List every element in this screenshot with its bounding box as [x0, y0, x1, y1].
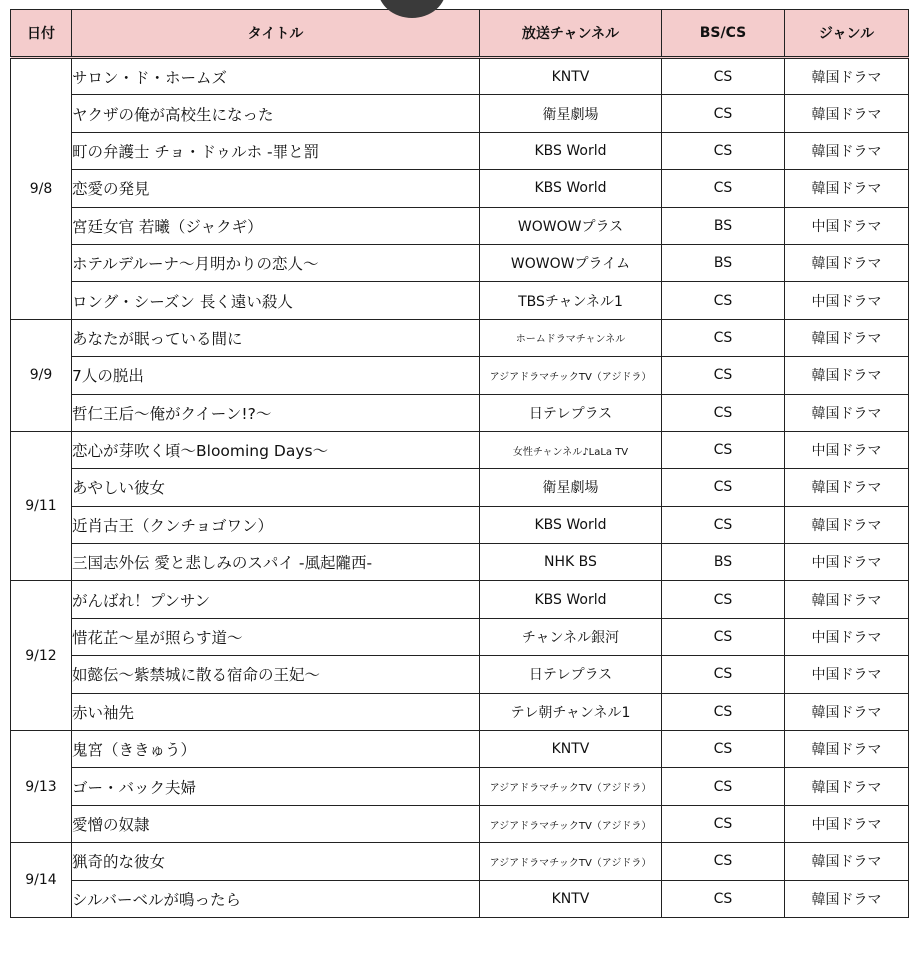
genre-cell: 韓国ドラマ — [785, 843, 909, 880]
channel-cell: 衛星劇場 — [480, 95, 662, 132]
genre-cell: 韓国ドラマ — [785, 731, 909, 768]
date-cell: 9/14 — [11, 843, 72, 918]
table-body — [11, 58, 909, 918]
table-row — [11, 656, 909, 693]
bs-cs-cell: CS — [662, 394, 785, 431]
title-cell: 鬼宮（ききゅう） — [72, 731, 480, 768]
genre-cell: 韓国ドラマ — [785, 506, 909, 543]
genre-cell: 中国ドラマ — [785, 431, 909, 468]
genre-cell: 韓国ドラマ — [785, 170, 909, 207]
title-cell: 宮廷女官 若曦（ジャクギ） — [72, 207, 480, 244]
channel-cell: KNTV — [480, 731, 662, 768]
table-row — [11, 581, 909, 618]
date-cell: 9/9 — [11, 319, 72, 431]
bs-cs-cell: CS — [662, 805, 785, 842]
bs-cs-cell: CS — [662, 843, 785, 880]
title-cell: 猟奇的な彼女 — [72, 843, 480, 880]
title-cell: 三国志外伝 愛と悲しみのスパイ -風起隴西- — [72, 544, 480, 581]
table-row — [11, 731, 909, 768]
column-header-type: BS/CS — [662, 10, 785, 58]
channel-cell: KBS World — [480, 581, 662, 618]
bs-cs-cell: BS — [662, 207, 785, 244]
table-row — [11, 431, 909, 468]
genre-cell: 中国ドラマ — [785, 207, 909, 244]
table-row — [11, 618, 909, 655]
genre-cell: 中国ドラマ — [785, 656, 909, 693]
channel-cell: テレ朝チャンネル1 — [480, 693, 662, 730]
column-header-title: タイトル — [72, 10, 480, 58]
genre-cell: 韓国ドラマ — [785, 319, 909, 356]
date-cell: 9/13 — [11, 731, 72, 843]
bs-cs-cell: CS — [662, 319, 785, 356]
channel-cell: 日テレプラス — [480, 656, 662, 693]
genre-cell: 韓国ドラマ — [785, 581, 909, 618]
genre-cell: 韓国ドラマ — [785, 95, 909, 132]
bs-cs-cell: CS — [662, 357, 785, 394]
bs-cs-cell: CS — [662, 581, 785, 618]
table-row — [11, 95, 909, 132]
genre-cell: 中国ドラマ — [785, 282, 909, 319]
channel-cell: チャンネル銀河 — [480, 618, 662, 655]
genre-cell: 韓国ドラマ — [785, 132, 909, 169]
date-cell: 9/12 — [11, 581, 72, 731]
table-row — [11, 843, 909, 880]
channel-cell: TBSチャンネル1 — [480, 282, 662, 319]
bs-cs-cell: CS — [662, 282, 785, 319]
table-row — [11, 207, 909, 244]
title-cell: ロング・シーズン 長く遠い殺人 — [72, 282, 480, 319]
channel-cell: KNTV — [480, 58, 662, 95]
title-cell: あやしい彼女 — [72, 469, 480, 506]
title-cell: ゴー・バック夫婦 — [72, 768, 480, 805]
table-row — [11, 469, 909, 506]
channel-cell: KNTV — [480, 880, 662, 917]
date-cell: 9/11 — [11, 431, 72, 581]
date-cell: 9/8 — [11, 58, 72, 320]
bs-cs-cell: CS — [662, 431, 785, 468]
genre-cell: 中国ドラマ — [785, 805, 909, 842]
table-row — [11, 244, 909, 281]
title-cell: ヤクザの俺が高校生になった — [72, 95, 480, 132]
genre-cell: 韓国ドラマ — [785, 394, 909, 431]
title-cell: シルバーベルが鳴ったら — [72, 880, 480, 917]
title-cell: 赤い袖先 — [72, 693, 480, 730]
channel-cell: アジアドラマチックTV（アジドラ） — [480, 805, 662, 842]
table-row — [11, 880, 909, 917]
column-header-channel: 放送チャンネル — [480, 10, 662, 58]
table-row — [11, 319, 909, 356]
title-cell: あなたが眠っている間に — [72, 319, 480, 356]
bs-cs-cell: CS — [662, 95, 785, 132]
bs-cs-cell: CS — [662, 506, 785, 543]
genre-cell: 韓国ドラマ — [785, 244, 909, 281]
table-row — [11, 170, 909, 207]
title-cell: 惜花芷～星が照らす道～ — [72, 618, 480, 655]
title-cell: サロン・ド・ホームズ — [72, 58, 480, 95]
table-row — [11, 282, 909, 319]
bs-cs-cell: CS — [662, 132, 785, 169]
broadcast-schedule-table — [10, 9, 909, 918]
channel-cell: KBS World — [480, 132, 662, 169]
column-header-date: 日付 — [11, 10, 72, 58]
table-row — [11, 506, 909, 543]
table-row — [11, 693, 909, 730]
bs-cs-cell: CS — [662, 880, 785, 917]
genre-cell: 韓国ドラマ — [785, 768, 909, 805]
channel-cell: KBS World — [480, 506, 662, 543]
bs-cs-cell: CS — [662, 768, 785, 805]
channel-cell: 女性チャンネル♪LaLa TV — [480, 431, 662, 468]
table-row — [11, 357, 909, 394]
title-cell: がんばれ！プンサン — [72, 581, 480, 618]
title-cell: 近肖古王（クンチョゴワン） — [72, 506, 480, 543]
channel-cell: WOWOWプライム — [480, 244, 662, 281]
title-cell: 如懿伝～紫禁城に散る宿命の王妃～ — [72, 656, 480, 693]
bs-cs-cell: CS — [662, 58, 785, 95]
bs-cs-cell: CS — [662, 731, 785, 768]
genre-cell: 韓国ドラマ — [785, 880, 909, 917]
table-row — [11, 58, 909, 95]
title-cell: 哲仁王后～俺がクイーン!?～ — [72, 394, 480, 431]
table-row — [11, 394, 909, 431]
channel-cell: ホームドラマチャンネル — [480, 319, 662, 356]
bs-cs-cell: CS — [662, 693, 785, 730]
title-cell: 恋愛の発見 — [72, 170, 480, 207]
bs-cs-cell: BS — [662, 544, 785, 581]
column-header-genre: ジャンル — [785, 10, 909, 58]
title-cell: 恋心が芽吹く頃～Blooming Days～ — [72, 431, 480, 468]
title-cell: 愛憎の奴隷 — [72, 805, 480, 842]
channel-cell: 日テレプラス — [480, 394, 662, 431]
table-row — [11, 805, 909, 842]
bs-cs-cell: CS — [662, 170, 785, 207]
genre-cell: 中国ドラマ — [785, 618, 909, 655]
title-cell: 7人の脱出 — [72, 357, 480, 394]
bs-cs-cell: CS — [662, 469, 785, 506]
channel-cell: アジアドラマチックTV（アジドラ） — [480, 768, 662, 805]
table-row — [11, 132, 909, 169]
channel-cell: 衛星劇場 — [480, 469, 662, 506]
genre-cell: 韓国ドラマ — [785, 469, 909, 506]
table-header-row — [11, 10, 909, 58]
genre-cell: 韓国ドラマ — [785, 58, 909, 95]
table-row — [11, 544, 909, 581]
bs-cs-cell: CS — [662, 618, 785, 655]
channel-cell: アジアドラマチックTV（アジドラ） — [480, 843, 662, 880]
channel-cell: KBS World — [480, 170, 662, 207]
channel-cell: NHK BS — [480, 544, 662, 581]
genre-cell: 中国ドラマ — [785, 544, 909, 581]
bs-cs-cell: CS — [662, 656, 785, 693]
genre-cell: 韓国ドラマ — [785, 357, 909, 394]
bs-cs-cell: BS — [662, 244, 785, 281]
genre-cell: 韓国ドラマ — [785, 693, 909, 730]
title-cell: ホテルデルーナ～月明かりの恋人～ — [72, 244, 480, 281]
title-cell: 町の弁護士 チョ・ドゥルホ -罪と罰 — [72, 132, 480, 169]
channel-cell: アジアドラマチックTV（アジドラ） — [480, 357, 662, 394]
table-row — [11, 768, 909, 805]
channel-cell: WOWOWプラス — [480, 207, 662, 244]
